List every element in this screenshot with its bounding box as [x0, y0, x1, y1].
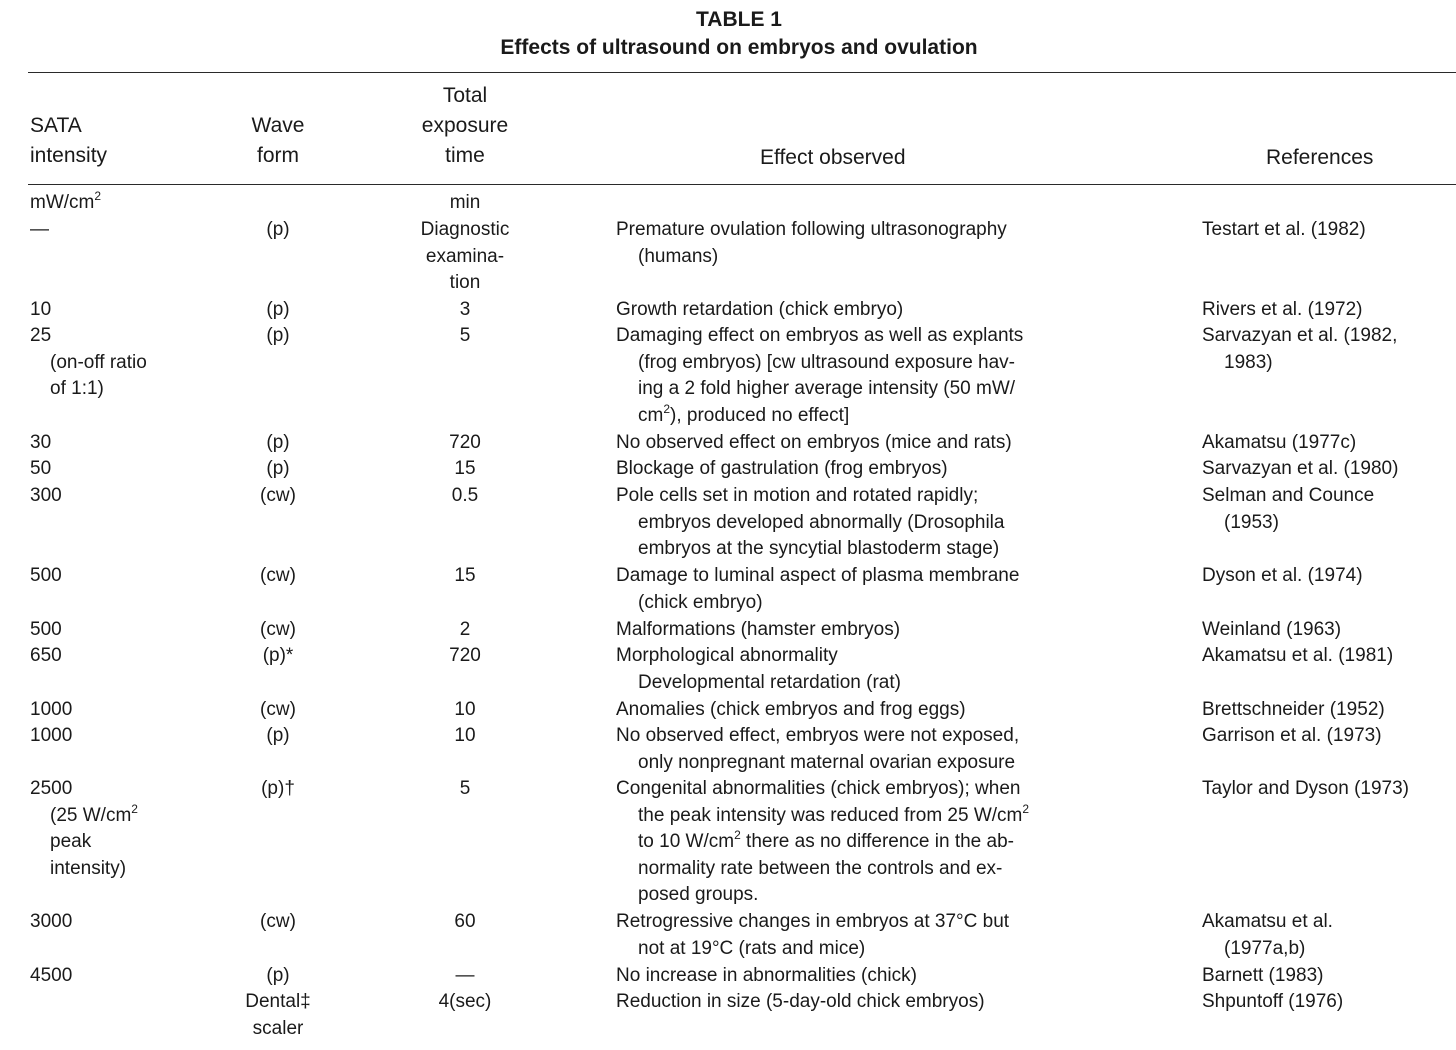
cell-line: Anomalies (chick embryos and frog eggs) [616, 699, 966, 720]
cell-exposure-time [400, 430, 530, 457]
cell-line: Selman and Counce [1202, 485, 1375, 506]
cell-line: (cw) [260, 565, 296, 586]
cell-line: Taylor and Dyson (1973) [1202, 778, 1409, 799]
header-line: time [445, 144, 485, 167]
cell-line: Sarvazyan et al. (1982, [1202, 325, 1398, 346]
cell-line: Akamatsu (1977c) [1202, 432, 1357, 453]
cell-line: (chick embryo) [638, 591, 763, 613]
header-wave-form [246, 111, 310, 171]
cell-line: 720 [449, 432, 481, 453]
cell-effect-observed [616, 723, 1019, 776]
cell-line: (1953) [1224, 511, 1279, 533]
cell-line: intensity) [50, 857, 127, 879]
cell-exposure-time [400, 563, 530, 590]
cell-line: 650 [30, 645, 62, 666]
cell-wave-form [230, 909, 326, 936]
cell-sata-intensity [30, 776, 138, 882]
cell-wave-form [230, 323, 326, 350]
cell-line: tion [449, 272, 481, 294]
cell-line: of 1:1) [50, 378, 104, 400]
header-line: SATA [30, 114, 82, 137]
cell-line: embryos at the syncytial blastoderm stage) [638, 538, 1000, 560]
cell-exposure-time [400, 776, 530, 803]
cell-line: 60 [454, 911, 476, 932]
cell-line: 10 [454, 725, 476, 746]
cell-line: posed groups. [638, 884, 759, 906]
header-line: intensity [30, 144, 108, 167]
cell-exposure-time [400, 456, 530, 483]
cell-reference [1202, 217, 1366, 244]
cell-line: Pole cells set in motion and rotated rapidly; [616, 485, 979, 506]
cell-wave-form [230, 643, 326, 670]
cell-line: (p) [266, 299, 290, 320]
cell-wave-form [230, 697, 326, 724]
cell-sata-intensity [30, 643, 62, 670]
cell-line: — [455, 965, 475, 986]
cell-exposure-time [400, 697, 530, 724]
table-title: Effects of ultrasound on embryos and ovulation [500, 36, 978, 59]
cell-wave-form [230, 483, 326, 510]
cell-wave-form [230, 217, 326, 244]
cell-line: No observed effect on embryos (mice and rats) [616, 432, 1012, 453]
header-effect-observed: Effect observed [760, 146, 906, 169]
cell-line: 25 [30, 325, 52, 346]
header-rule [28, 184, 1456, 185]
cell-reference [1202, 989, 1343, 1016]
cell-line: Dyson et al. (1974) [1202, 565, 1363, 586]
cell-line: 1000 [30, 699, 73, 720]
cell-line: 10 [30, 299, 52, 320]
cell-reference [1202, 563, 1363, 590]
cell-line: Damaging effect on embryos as well as explants [616, 325, 1024, 346]
cell-reference [1202, 723, 1382, 750]
cell-exposure-time [400, 323, 530, 350]
cell-exposure-time [400, 989, 530, 1016]
cell-line: (cw) [260, 619, 296, 640]
header-exposure-time [400, 81, 530, 171]
cell-line: Growth retardation (chick embryo) [616, 299, 904, 320]
cell-line: Morphological abnormality [616, 645, 838, 666]
cell-sata-intensity [30, 963, 72, 990]
cell-line: (25 $W/cm^2$ [50, 801, 138, 826]
cell-line: 5 [459, 325, 471, 346]
cell-reference [1202, 697, 1385, 724]
cell-line: 2 [459, 619, 471, 640]
cell-line: No observed effect, embryos were not exposed, [616, 725, 1020, 746]
cell-effect-observed [616, 909, 1009, 962]
cell-line: Sarvazyan et al. (1980) [1202, 458, 1399, 479]
cell-line: only nonpregnant maternal ovarian exposure [638, 751, 1016, 773]
cell-reference [1202, 323, 1397, 376]
cell-line: (cw) [260, 485, 296, 506]
cell-effect-observed [616, 483, 1004, 563]
cell-line: to 10 $W/cm^2$ there as no difference in the ab- [638, 828, 1014, 853]
cell-line: (p) [266, 458, 290, 479]
cell-line: 3000 [30, 911, 73, 932]
cell-reference [1202, 776, 1409, 803]
cell-line: 5 [459, 778, 471, 799]
header-line: exposure [421, 114, 509, 137]
cell-wave-form [230, 430, 326, 457]
cell-wave-form [230, 963, 326, 990]
cell-line: Reduction in size (5-day-old chick embryos) [616, 991, 985, 1012]
cell-effect-observed [616, 776, 1029, 909]
cell-line: (frog embryos) [cw ultrasound exposure hav- [638, 351, 1015, 373]
cell-sata-intensity [30, 563, 62, 590]
cell-sata-intensity [30, 217, 49, 244]
cell-line: 4500 [30, 965, 73, 986]
cell-effect-observed [616, 643, 901, 696]
cell-line: Developmental retardation (rat) [638, 671, 901, 693]
cell-exposure-time [400, 909, 530, 936]
cell-line: 2500 [30, 778, 73, 799]
cell-reference [1202, 297, 1363, 324]
cell-effect-observed [616, 456, 948, 483]
cell-reference [1202, 430, 1356, 457]
cell-line: (cw) [260, 699, 296, 720]
cell-line: 3 [459, 299, 471, 320]
cell-line: (p) [266, 325, 290, 346]
header-line: Total [442, 84, 488, 107]
unit-sata: $mW/cm^2$ [30, 189, 102, 213]
cell-line: peak [50, 831, 92, 853]
cell-line: Retrogressive changes in embryos at 37°C but [616, 911, 1010, 932]
cell-effect-observed [616, 217, 1007, 270]
cell-effect-observed [616, 989, 985, 1016]
cell-exposure-time [400, 963, 530, 990]
cell-line: 0.5 [451, 485, 479, 506]
cell-exposure-time [400, 483, 530, 510]
top-rule [28, 72, 1456, 73]
cell-line: Diagnostic [420, 219, 510, 240]
header-sata-intensity [30, 111, 107, 171]
cell-line: Barnett (1983) [1202, 965, 1324, 986]
cell-line: Garrison et al. (1973) [1202, 725, 1382, 746]
cell-line: — [30, 219, 49, 240]
cell-exposure-time [400, 617, 530, 644]
cell-line: 4(sec) [438, 991, 492, 1012]
cell-exposure-time [400, 217, 530, 297]
cell-line: (humans) [638, 245, 719, 267]
cell-line: (p) [266, 725, 290, 746]
cell-line: Shpuntoff (1976) [1202, 991, 1344, 1012]
cell-wave-form [230, 297, 326, 324]
cell-line: 1000 [30, 725, 73, 746]
unit-time: min [449, 192, 481, 213]
cell-line: 15 [454, 565, 476, 586]
cell-exposure-time [400, 297, 530, 324]
cell-line: 300 [30, 485, 62, 506]
cell-exposure-time [400, 643, 530, 670]
cell-line: examina- [425, 245, 505, 267]
cell-effect-observed [616, 563, 1019, 616]
cell-line: (p)* [262, 645, 294, 666]
cell-reference [1202, 909, 1333, 962]
cell-line: 500 [30, 565, 62, 586]
header-line: Wave [251, 114, 305, 137]
cell-sata-intensity [30, 723, 72, 750]
cell-line: $cm^2$), produced no effect] [638, 401, 850, 426]
cell-line: (p)† [261, 778, 295, 799]
cell-reference [1202, 963, 1323, 990]
cell-line: 1983) [1224, 351, 1273, 373]
cell-sata-intensity [30, 617, 62, 644]
cell-line: 500 [30, 619, 62, 640]
cell-exposure-time [400, 723, 530, 750]
cell-sata-intensity [30, 456, 51, 483]
cell-effect-observed [616, 430, 1012, 457]
cell-line: Malformations (hamster embryos) [616, 619, 901, 640]
cell-line: scaler [252, 1017, 304, 1039]
cell-line: normality rate between the controls and ex- [638, 857, 1003, 879]
cell-line: 30 [30, 432, 52, 453]
cell-wave-form [230, 989, 326, 1042]
cell-effect-observed [616, 697, 966, 724]
cell-wave-form [230, 723, 326, 750]
header-line: form [257, 144, 299, 167]
cell-line: Testart et al. (1982) [1202, 219, 1366, 240]
cell-effect-observed [616, 297, 903, 324]
cell-wave-form [230, 456, 326, 483]
cell-sata-intensity [30, 483, 62, 510]
cell-line: (1977a,b) [1224, 937, 1306, 959]
cell-line: Rivers et al. (1972) [1202, 299, 1363, 320]
cell-sata-intensity [30, 697, 72, 724]
cell-sata-intensity [30, 297, 51, 324]
cell-line: ing a 2 fold higher average intensity (50 mW/ [638, 378, 1016, 400]
cell-line: Blockage of gastrulation (frog embryos) [616, 458, 948, 479]
cell-line: 50 [30, 458, 52, 479]
cell-line: (on-off ratio [50, 351, 147, 373]
cell-line: the peak intensity was reduced from 25 $W/cm^2$ [638, 801, 1030, 826]
cell-reference [1202, 643, 1393, 670]
cell-line: Dental‡ [245, 991, 311, 1012]
cell-line: Damage to luminal aspect of plasma membrane [616, 565, 1020, 586]
cell-line: (p) [266, 965, 290, 986]
cell-line: Akamatsu et al. (1981) [1202, 645, 1394, 666]
cell-line: (p) [266, 219, 290, 240]
cell-line: not at 19°C (rats and mice) [638, 937, 866, 959]
cell-wave-form [230, 617, 326, 644]
table-label: TABLE 1 [696, 8, 782, 31]
cell-line: embryos developed abnormally (Drosophila [638, 511, 1005, 533]
cell-wave-form [230, 776, 326, 803]
cell-line: Premature ovulation following ultrasonography [616, 219, 1007, 240]
cell-sata-intensity [30, 909, 72, 936]
cell-line: (cw) [260, 911, 296, 932]
cell-wave-form [230, 563, 326, 590]
cell-reference [1202, 456, 1398, 483]
cell-line: (p) [266, 432, 290, 453]
cell-effect-observed [616, 617, 900, 644]
cell-sata-intensity [30, 430, 51, 457]
cell-effect-observed [616, 963, 917, 990]
cell-line: Brettschneider (1952) [1202, 699, 1385, 720]
cell-line: 15 [454, 458, 476, 479]
cell-line: 720 [449, 645, 481, 666]
cell-sata-intensity [30, 323, 147, 403]
cell-effect-observed [616, 323, 1023, 429]
cell-line: Akamatsu et al. [1202, 911, 1333, 932]
header-references: References [1266, 146, 1374, 169]
cell-line: Congenital abnormalities (chick embryos); when [616, 778, 1021, 799]
cell-reference [1202, 617, 1341, 644]
cell-line: No increase in abnormalities (chick) [616, 965, 917, 986]
cell-line: Weinland (1963) [1202, 619, 1342, 640]
cell-reference [1202, 483, 1374, 536]
cell-line: 10 [454, 699, 476, 720]
